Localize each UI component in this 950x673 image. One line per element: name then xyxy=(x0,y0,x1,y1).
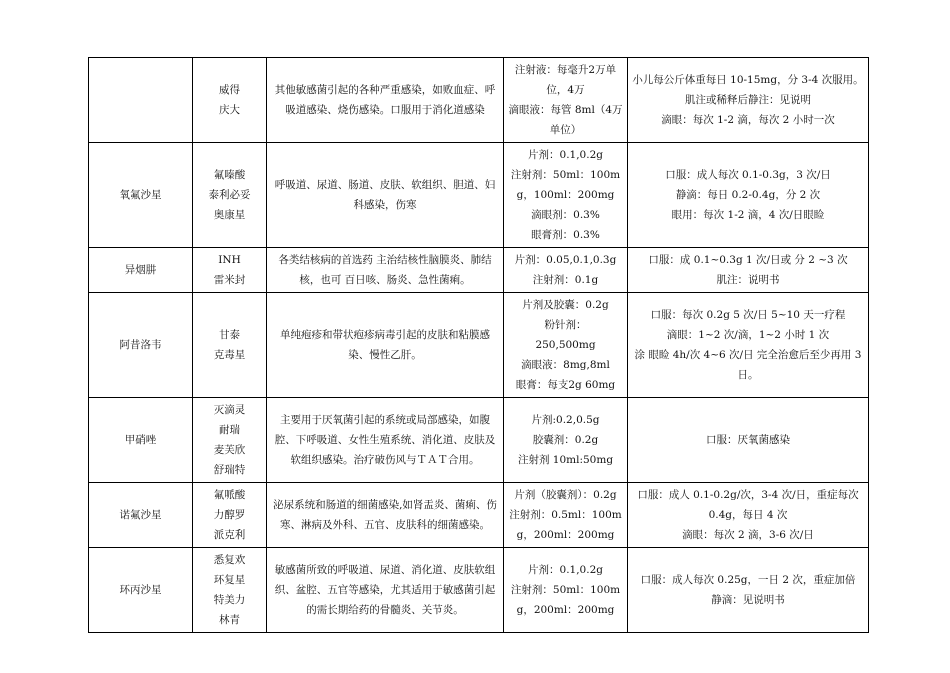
dosage-form: 滴眼剂：0.3% xyxy=(531,209,600,221)
usage-line: 口服：成人每次 0.1-0.3g，3 次/日 xyxy=(665,169,831,181)
trade-name: 氟嗪酸 xyxy=(213,169,246,181)
trade-name: 耐瑞 xyxy=(219,424,240,436)
usage-line: 静滴：每日 0.2-0.4g，分 2 次 xyxy=(675,189,821,201)
trade-name: 克毒星 xyxy=(213,349,246,361)
usage-line: 肌注或稀释后静注：见说明 xyxy=(685,94,811,106)
trade-name: 威得 xyxy=(219,84,240,96)
table-row xyxy=(89,248,869,293)
trade-names-cell xyxy=(193,293,267,398)
usage-cell xyxy=(628,483,869,548)
usage-line: 眼用：每次 1-2 滴，4 次/日眼睑 xyxy=(671,209,825,221)
dosage-form: 片剂及胶囊：0.2g xyxy=(522,299,609,311)
table-row xyxy=(89,483,869,548)
usage-line: 肌注：说明书 xyxy=(716,274,780,286)
trade-name: 力醇罗 xyxy=(213,509,246,521)
dosage-form: 眼膏：每支2g 60mg xyxy=(515,379,616,391)
indication-cell: 单纯疱疹和带状疱疹病毒引起的皮肤和粘膜感染、慢性乙肝。 xyxy=(267,293,504,398)
usage-line: 涂 眼睑 4h/次 4~6 次/日 完全治愈后至少再用 3 日。 xyxy=(634,349,862,381)
usage-line: 口服：每次 0.2g 5 次/日 5~10 天一疗程 xyxy=(650,309,846,321)
trade-name: 甘泰 xyxy=(219,329,240,341)
usage-line: 静滴：见说明书 xyxy=(711,594,785,606)
dosage-form: 胶囊剂：0.2g xyxy=(532,434,599,446)
trade-names-cell xyxy=(193,548,267,633)
dosage-form-cell xyxy=(504,293,628,398)
drug-name-cell: 异烟肼 xyxy=(89,248,193,293)
drug-name-cell: 阿昔洛韦 xyxy=(89,293,193,398)
trade-name: 特美力 xyxy=(213,594,246,606)
usage-line: 口服：厌氧菌感染 xyxy=(706,434,790,446)
trade-name: 麦芙欣 xyxy=(213,444,246,456)
indication-cell: 各类结核病的首选药 主治结核性脑膜炎、肺结核，也可 百日咳、肠炎、急性菌痢。 xyxy=(267,248,504,293)
dosage-form-cell xyxy=(504,248,628,293)
usage-line: 口服：成 0.1~0.3g 1 次/日或 分 2 ~3 次 xyxy=(648,254,848,266)
dosage-form: 片剂（胶囊剂）：0.2g xyxy=(514,489,617,501)
usage-line: 口服：成人 0.1-0.2g/次，3-4 次/日，重症每次 0.4g，每日 4 次 xyxy=(637,489,859,521)
drug-table xyxy=(88,57,869,633)
table-row xyxy=(89,58,869,143)
trade-names-cell xyxy=(193,483,267,548)
drug-name-cell: 氧氟沙星 xyxy=(89,143,193,248)
dosage-form: 250,500mg xyxy=(535,339,596,351)
dosage-form: 片剂：0.05,0.1,0.3g xyxy=(514,254,617,266)
drug-name-cell xyxy=(89,58,193,143)
table-row xyxy=(89,143,869,248)
trade-names-cell xyxy=(193,248,267,293)
trade-names-cell xyxy=(193,398,267,483)
drug-name-cell: 环丙沙星 xyxy=(89,548,193,633)
trade-name: 灭滴灵 xyxy=(213,404,246,416)
usage-cell xyxy=(628,58,869,143)
trade-name: 泰利必妥 xyxy=(208,189,251,201)
dosage-form: 注射剂：50ml：100mg，100ml：200mg xyxy=(510,169,621,201)
dosage-form-cell xyxy=(504,58,628,143)
trade-name: 雷米封 xyxy=(213,274,246,286)
table-row xyxy=(89,398,869,483)
dosage-form: 片剂:0.2,0.5g xyxy=(531,414,600,426)
dosage-form: 注射剂：0.1g xyxy=(532,274,599,286)
usage-line: 滴眼：每次 1-2 滴，每次 2 小时一次 xyxy=(661,114,835,126)
trade-name: 庆大 xyxy=(219,104,240,116)
table-row xyxy=(89,293,869,398)
trade-name: 奥康星 xyxy=(213,209,246,221)
usage-cell xyxy=(628,248,869,293)
indication-cell: 泌尿系统和肠道的细菌感染,如肾盂炎、菌痢、伤寒、淋病及外科、五官、皮肤科的细菌感染。 xyxy=(267,483,504,548)
trade-name: 林青 xyxy=(219,614,240,626)
dosage-form-cell xyxy=(504,548,628,633)
dosage-form: 滴眼液：8mg,8ml xyxy=(521,359,610,371)
dosage-form-cell xyxy=(504,143,628,248)
usage-cell xyxy=(628,398,869,483)
dosage-form-cell xyxy=(504,398,628,483)
trade-name: 悉复欢 xyxy=(213,554,246,566)
dosage-form: 注射液：每毫升2万单位，4万 xyxy=(514,64,617,96)
indication-cell: 其他敏感菌引起的各种严重感染，如败血症、呼吸道感染、烧伤感染。口服用于消化道感染 xyxy=(267,58,504,143)
usage-cell xyxy=(628,293,869,398)
trade-names-cell xyxy=(193,143,267,248)
indication-cell: 呼吸道、尿道、肠道、皮肤、软组织、胆道、妇科感染，伤寒 xyxy=(267,143,504,248)
trade-name: 环复星 xyxy=(213,574,246,586)
trade-name: 舒瑞特 xyxy=(213,464,246,476)
usage-cell xyxy=(628,143,869,248)
dosage-form-cell xyxy=(504,483,628,548)
dosage-form: 注射剂：50ml：100mg，200ml：200mg xyxy=(510,584,621,616)
indication-cell: 主要用于厌氧菌引起的系统或局部感染，如腹腔、下呼吸道、女性生殖系统、消化道、皮肤及软组织感染。治疗破伤风与ＴＡＴ合用。 xyxy=(267,398,504,483)
trade-name: INH xyxy=(218,254,241,266)
indication-cell: 敏感菌所致的呼吸道、尿道、消化道、皮肤软组织、盆腔、五官等感染，尤其适用于敏感菌引起的需长期给药的骨髓炎、关节炎。 xyxy=(267,548,504,633)
trade-name: 氟哌酸 xyxy=(213,489,246,501)
dosage-form: 片剂：0.1,0.2g xyxy=(528,564,603,576)
usage-line: 口服：成人每次 0.25g，一日 2 次，重症加倍 xyxy=(640,574,856,586)
trade-names-cell xyxy=(193,58,267,143)
usage-cell xyxy=(628,548,869,633)
dosage-form: 滴眼液：每管 8ml（4万单位） xyxy=(508,104,623,136)
dosage-form: 粉针剂： xyxy=(544,319,587,331)
trade-name: 派克利 xyxy=(213,529,246,541)
usage-line: 滴眼：每次 2 滴，3-6 次/日 xyxy=(682,529,814,541)
usage-line: 滴眼：1~2 次/滴，1~2 小时 1 次 xyxy=(666,329,830,341)
dosage-form: 注射剂：0.5ml：100mg，200ml：200mg xyxy=(509,509,622,541)
usage-line: 小儿每公斤体重每日 10-15mg，分 3-4 次服用。 xyxy=(632,74,864,86)
table-row xyxy=(89,548,869,633)
dosage-form: 注射剂 10ml:50mg xyxy=(517,454,614,466)
drug-name-cell: 诺氟沙星 xyxy=(89,483,193,548)
dosage-form: 片剂：0.1,0.2g xyxy=(528,149,603,161)
drug-name-cell: 甲硝唑 xyxy=(89,398,193,483)
dosage-form: 眼膏剂：0.3% xyxy=(531,229,600,241)
